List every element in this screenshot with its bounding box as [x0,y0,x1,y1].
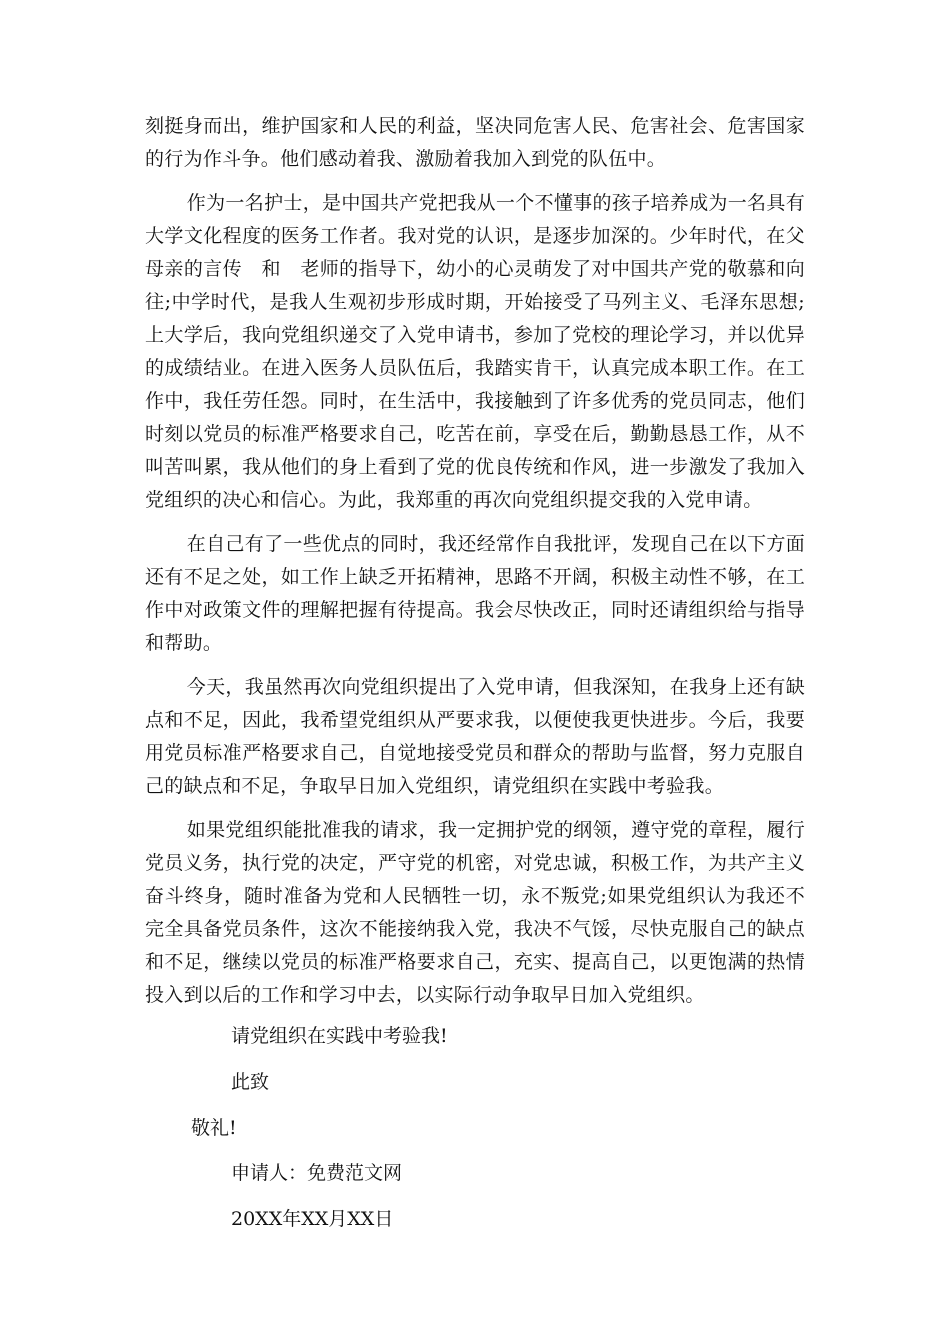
closing-request: 请党组织在实践中考验我! [231,1025,448,1047]
applicant-signature: 申请人：免费范文网 [231,1162,403,1184]
letter-date: 20XX年XX月XX日 [231,1208,394,1230]
paragraph-3: 在自己有了一些优点的同时，我还经常作自我批评，发现自己在以下方面还有不足之处，如工作上缺乏开拓精神，思路不开阔，积极主动性不够，在工作中对政策文件的理解把握有待提高。我会尽快改正，同时还请组织给与指导和帮助。 [145,533,805,654]
paragraph-2: 作为一名护士，是中国共产党把我从一个不懂事的孩子培养成为一名具有大学文化程度的医务工作者。我对党的认识，是逐步加深的。少年时代，在父母亲的言传 和 老师的指导下，幼小的心灵萌发了对中国共产党的敬慕和向往;中学时代，是我人生观初步形成时期，开始接受了马列主义、毛泽东思想;上大学后，我向党组织递交了入党申请书，参加了党校的理论学习，并以优异的成绩结业。在进入医务人员队伍后，我踏实肯干，认真完成本职工作。在工作中，我任劳任怨。同时，在生活中，我接触到了许多优秀的党员同志，他们时刻以党员的标准严格要求自己，吃苦在前，享受在后，勤勤恳恳工作，从不叫苦叫累，我从他们的身上看到了党的优良传统和作风，进一步激发了我加入党组织的决心和信心。为此，我郑重的再次向党组织提交我的入党申请。 [145,192,805,511]
letter-body [145,110,805,1023]
closing-regards: 敬礼! [191,1117,237,1139]
paragraph-5: 如果党组织能批准我的请求，我一定拥护党的纲领，遵守党的章程，履行党员义务，执行党的决定，严守党的机密，对党忠诚，积极工作，为共产主义奋斗终身，随时准备为党和人民牺牲一切，永不叛党;如果党组织认为我还不完全具备党员条件，这次不能接纳我入党，我决不气馁，尽快克服自己的缺点和不足，继续以党员的标准严格要求自己，充实、提高自己，以更饱满的热情投入到以后的工作和学习中去，以实际行动争取早日加入党组织。 [145,819,805,1006]
closing-salutation: 此致 [231,1071,270,1093]
paragraph-4: 今天，我虽然再次向党组织提出了入党申请，但我深知，在我身上还有缺点和不足，因此，我希望党组织从严要求我，以便使我更快进步。今后，我要用党员标准严格要求自己，自觉地接受党员和群众的帮助与监督，努力克服自己的缺点和不足，争取早日加入党组织，请党组织在实践中考验我。 [145,676,805,797]
paragraph-1: 刻挺身而出，维护国家和人民的利益，坚决同危害人民、危害社会、危害国家的行为作斗争。他们感动着我、激励着我加入到党的队伍中。 [145,115,805,170]
